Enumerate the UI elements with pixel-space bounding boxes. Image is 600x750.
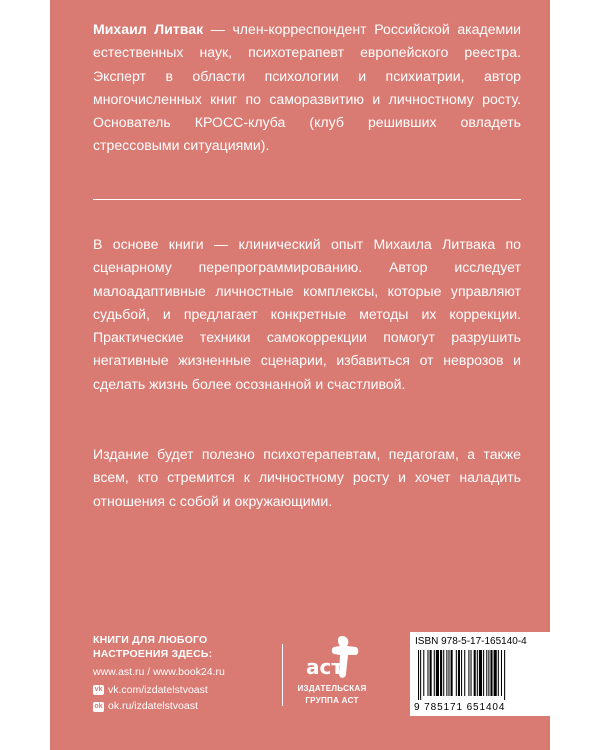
vk-row[interactable] [93,684,243,698]
target-audience: Издание будет полезно психотерапевтам, педагогам, а также всем, кто стремится к личностному росту и хочет наладить отношения с собой и окружающими. [93,446,521,509]
vk-icon: vk [94,686,103,694]
contacts-heading-line1: КНИГИ ДЛЯ ЛЮБОГО [93,634,208,646]
book-annotation: В основе книги — клинический опыт Михаила Литвака по сценарному перепрограммированию. Автор исследует малоадаптивные личностные комплексы, которые управляют судьбой, и предлагает конкретные методы их коррекции. Практические техники самокоррекции помогут разрушить негативные жизненные сценарии, избавиться от неврозов и сделать жизнь более осознанной и счастливой. [93,236,521,392]
barcode-icon [418,650,542,700]
isbn-barcode [410,632,550,716]
websites-link[interactable]: www.ast.ru / www.book24.ru [93,666,225,678]
author-bio: — член-корреспондент Российской академии естественных наук, психотерапевт европейского реестра. Эксперт в области психологии и психиатрии, автор многочисленных книг по саморазвитию и личностному росту. Основатель КРОСС-клуба (клуб решивших овладеть стрессовыми ситуациями). [93,21,521,154]
ok-icon: ok [94,702,103,710]
footer-separator [282,644,283,706]
publisher-name-line1: ИЗДАТЕЛЬСКАЯ [297,684,367,693]
isbn-number: ISBN 978-5-17-165140-4 [415,636,527,647]
ok-link[interactable]: ok.ru/izdatelstvoast [108,700,198,712]
author-name: Михаил Литвак [93,21,204,37]
publisher-contacts [93,634,243,714]
section-divider [93,199,521,200]
barcode-digits: 9 785171 651404 [414,702,506,713]
author-description [93,18,521,158]
vk-link[interactable]: vk.com/izdatelstvoast [108,683,208,696]
contacts-heading-line2: НАСТРОЕНИЯ ЗДЕСЬ: [93,647,213,660]
ast-logo-icon [304,634,360,682]
book-back-cover [50,0,550,750]
publisher-logo [292,634,372,706]
ok-row[interactable] [93,700,243,714]
publisher-name-line2: ГРУППА АСТ [305,696,359,705]
logo-text: аст [306,655,343,679]
